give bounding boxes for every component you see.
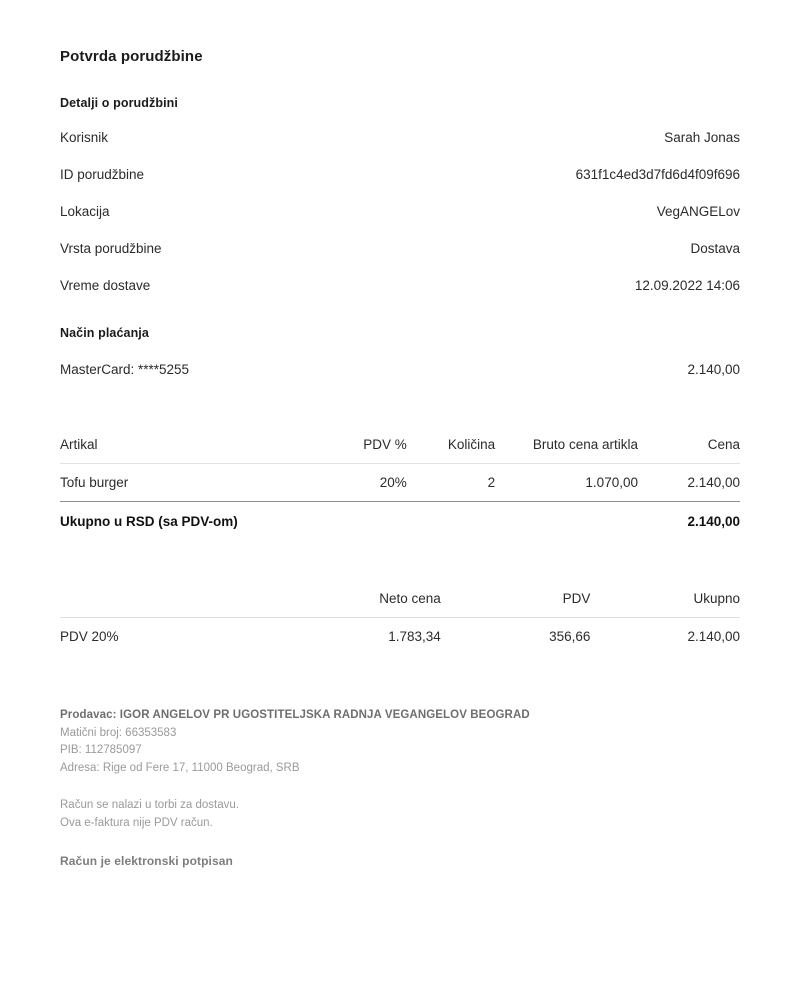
payment-section	[60, 326, 740, 377]
items-table-section	[60, 437, 740, 529]
payment-heading: Način plaćanja	[60, 326, 149, 341]
table-row	[60, 618, 740, 656]
electronic-signature-note: Račun je elektronski potpisan	[60, 854, 233, 869]
vat-row-label: PDV 20%	[60, 629, 119, 645]
merchant-address: Adresa: Rige od Fere 17, 11000 Beograd, SRB	[60, 761, 300, 774]
detail-row-korisnik	[60, 130, 740, 147]
items-col-bruto-cena: Bruto cena artikla	[495, 437, 638, 464]
items-table-header-row	[60, 437, 740, 464]
item-gross-unit-price: 1.070,00	[495, 464, 638, 502]
merchant-registration-number: Matični broj: 66353583	[60, 726, 177, 739]
detail-value: 12.09.2022 14:06	[634, 277, 740, 293]
order-details-section	[60, 96, 740, 294]
items-col-pdv-rate: PDV %	[332, 437, 407, 464]
payment-amount: 2.140,00	[687, 362, 740, 378]
detail-label: ID porudžbine	[60, 166, 145, 182]
detail-value: Dostava	[690, 240, 740, 256]
payment-method-label: MasterCard: ****5255	[60, 362, 190, 378]
detail-value: Sarah Jonas	[664, 130, 740, 145]
detail-row-order-id	[60, 167, 740, 184]
detail-row-vreme-dostave	[60, 278, 740, 295]
merchant-tax-id: PIB: 112785097	[60, 744, 142, 757]
items-table	[60, 437, 740, 529]
page-title: Potvrda porudžbine	[60, 48, 203, 65]
detail-row-vrsta-porudzbine	[60, 241, 740, 258]
detail-value: 631f1c4ed3d7fd6d4f09f696	[575, 166, 740, 182]
vat-table	[60, 591, 740, 655]
items-col-artikal: Artikal	[60, 437, 332, 464]
merchant-info	[60, 707, 740, 777]
vat-table-section	[60, 591, 740, 655]
vat-row-vat: 356,66	[549, 629, 591, 645]
merchant-name: Prodavac: IGOR ANGELOV PR UGOSTITELJSKA RADNJA VEGANGELOV BEOGRAD	[60, 709, 530, 722]
vat-col-ukupno: Ukupno	[590, 591, 740, 618]
vat-row-total: 2.140,00	[687, 629, 740, 645]
vat-table-header-row	[60, 591, 740, 618]
items-col-cena: Cena	[638, 437, 740, 464]
vat-col-pdv: PDV	[441, 591, 591, 618]
payment-method-row	[60, 362, 740, 377]
vat-col-empty	[60, 591, 291, 618]
note-line-2: Ova e-faktura nije PDV račun.	[60, 816, 213, 829]
footer-notes	[60, 797, 740, 832]
detail-label: Lokacija	[60, 203, 110, 219]
items-total-row	[60, 502, 740, 530]
item-name: Tofu burger	[60, 464, 332, 502]
note-line-1: Račun se nalazi u torbi za dostavu.	[60, 799, 239, 812]
item-price: 2.140,00	[638, 464, 740, 502]
vat-row-net: 1.783,34	[388, 629, 441, 645]
items-col-kolicina: Količina	[407, 437, 495, 464]
detail-label: Vreme dostave	[60, 277, 151, 293]
table-row	[60, 464, 740, 502]
items-total-value: 2.140,00	[687, 514, 740, 530]
order-details-heading: Detalji o porudžbini	[60, 96, 178, 110]
item-quantity: 2	[407, 464, 495, 502]
item-vat-rate: 20%	[332, 464, 407, 502]
vat-col-neto-cena: Neto cena	[291, 591, 441, 618]
detail-label: Korisnik	[60, 130, 109, 145]
detail-row-lokacija	[60, 204, 740, 221]
detail-label: Vrsta porudžbine	[60, 240, 162, 256]
items-total-label: Ukupno u RSD (sa PDV-om)	[60, 514, 238, 530]
detail-value: VegANGELov	[656, 203, 740, 219]
